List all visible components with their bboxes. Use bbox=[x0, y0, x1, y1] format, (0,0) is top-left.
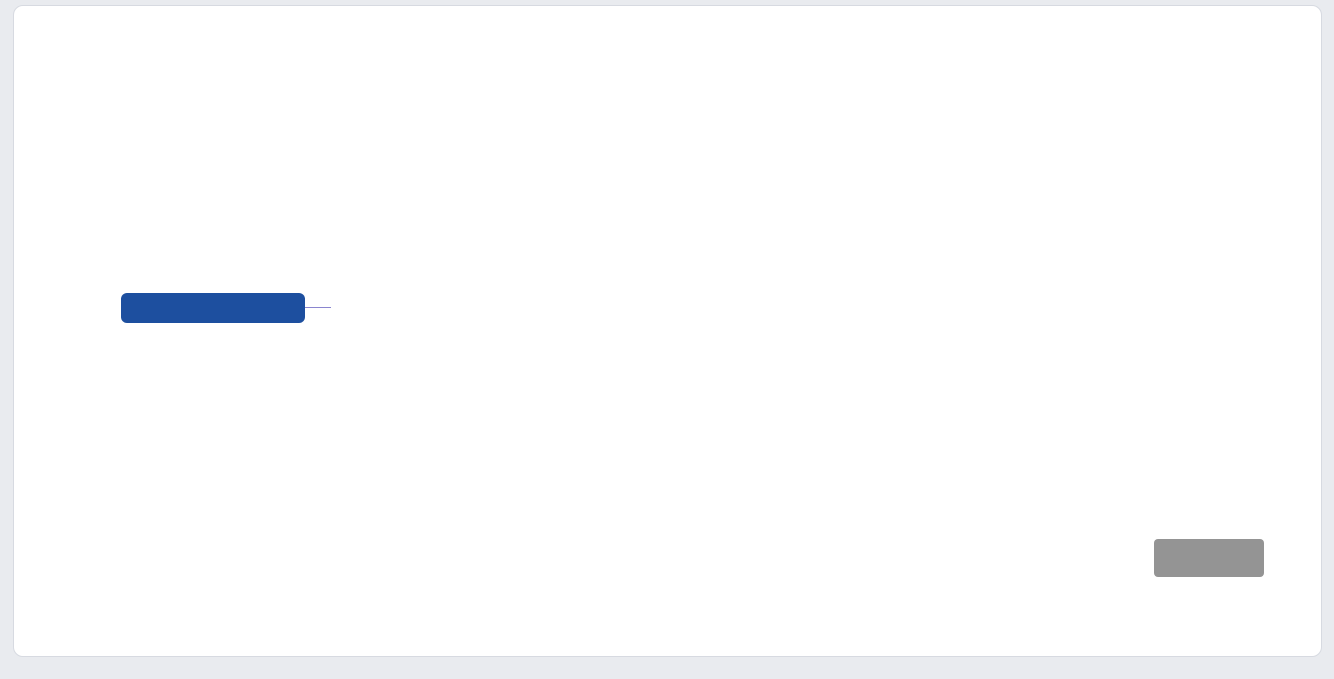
mindmap-card bbox=[13, 5, 1322, 657]
portrait-view-button[interactable] bbox=[1154, 539, 1264, 577]
root-connector-line bbox=[305, 307, 331, 308]
branch-rows bbox=[331, 9, 1266, 653]
root-node bbox=[121, 293, 305, 323]
